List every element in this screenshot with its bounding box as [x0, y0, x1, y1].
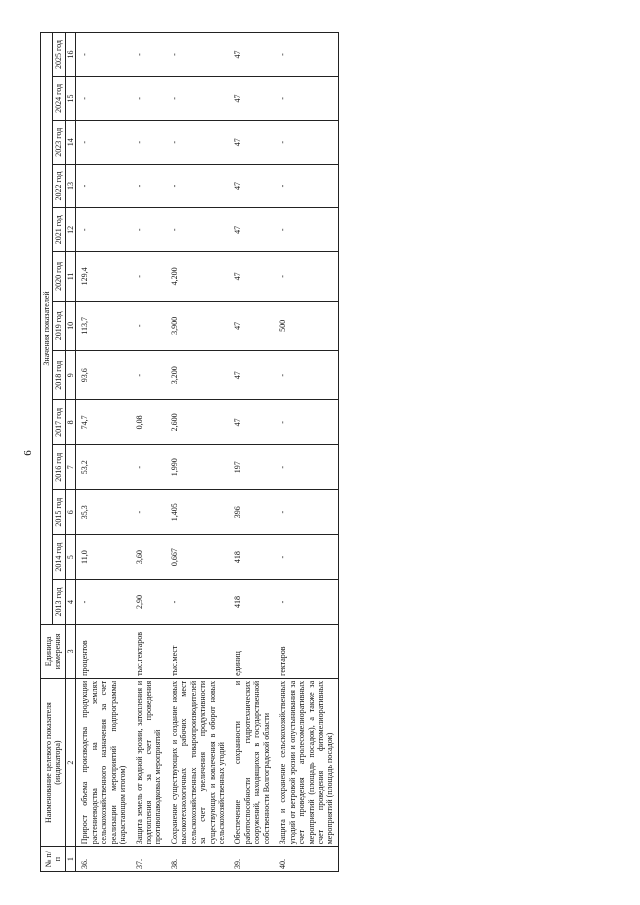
indicator-value: -: [274, 208, 338, 252]
row-number: 37.: [131, 847, 166, 872]
indicator-name: Прирост объема производства продукции растениеводства на землях сельскохозяйственного назначения за счет реализации мероприятий подпрограммы (нарастающим итогом): [76, 678, 131, 846]
indicator-value: 47: [229, 301, 274, 350]
column-number: 7: [65, 445, 75, 490]
indicator-value: -: [131, 77, 166, 121]
header-year: 2015 год: [53, 490, 65, 535]
unit-of-measure: гектаров: [274, 624, 338, 678]
table-row: [76, 33, 131, 872]
indicator-value: 129,4: [76, 252, 131, 301]
header-year: 2022 год: [53, 164, 65, 208]
unit-of-measure: процентов: [76, 624, 131, 678]
indicator-value: -: [76, 208, 131, 252]
unit-of-measure: тыс.гектаров: [131, 624, 166, 678]
indicator-value: 93,6: [76, 351, 131, 400]
header-year: 2020 год: [53, 252, 65, 301]
indicator-name: Защита и сохранение сельскохозяйственных угодий от ветровой эрозии и опустынивания за счет проведения агролесомелиоративных мероприятий (площадь посадок), а также за счет проведения фитомелиоративных мероприятий (площадь посадок): [274, 678, 338, 846]
indicator-value: 47: [229, 77, 274, 121]
column-number: 8: [65, 400, 75, 445]
column-number: 13: [65, 164, 75, 208]
column-number: 15: [65, 77, 75, 121]
indicator-value: 3,60: [131, 535, 166, 580]
indicator-value: 113,7: [76, 301, 131, 350]
column-number: 2: [65, 678, 75, 846]
indicator-value: 47: [229, 120, 274, 164]
row-number: 39.: [229, 847, 274, 872]
table-row: [131, 33, 166, 872]
indicator-value: -: [131, 252, 166, 301]
table-row: [229, 33, 274, 872]
indicator-value: -: [274, 252, 338, 301]
column-number: 10: [65, 301, 75, 350]
indicator-value: 47: [229, 351, 274, 400]
indicator-value: -: [166, 208, 230, 252]
column-number: 12: [65, 208, 75, 252]
table-row: [166, 33, 230, 872]
column-number: 4: [65, 580, 75, 625]
indicator-name: Сохранение существующих и создание новых высокотехнологичных рабочих мест сельскохозяйственных товаропроизводителей за счет увеличения продуктивности существующих и вовлечения в оборот новых сельскохозяйственных угодий: [166, 678, 230, 846]
indicator-value: -: [76, 77, 131, 121]
indicator-value: -: [274, 580, 338, 625]
column-number: 16: [65, 33, 75, 77]
indicator-value: 35,3: [76, 490, 131, 535]
header-row-top: [41, 33, 53, 872]
column-numbers-row: [65, 33, 75, 872]
indicator-value: -: [76, 120, 131, 164]
indicator-value: -: [131, 120, 166, 164]
indicator-value: -: [166, 580, 230, 625]
indicator-value: -: [131, 445, 166, 490]
indicator-value: 53,2: [76, 445, 131, 490]
indicator-value: 11,0: [76, 535, 131, 580]
header-unit: Единица измерения: [41, 624, 66, 678]
indicator-value: -: [131, 208, 166, 252]
header-name: Наименование целевого показателя (индикатора): [41, 678, 66, 846]
indicator-value: 74,7: [76, 400, 131, 445]
indicator-value: 197: [229, 445, 274, 490]
header-year: 2024 год: [53, 77, 65, 121]
indicator-value: -: [131, 164, 166, 208]
indicator-value: 0,08: [131, 400, 166, 445]
indicator-value: -: [166, 77, 230, 121]
indicator-value: -: [166, 164, 230, 208]
row-number: 38.: [166, 847, 230, 872]
column-number: 3: [65, 624, 75, 678]
indicator-value: 47: [229, 33, 274, 77]
indicator-value: -: [166, 120, 230, 164]
page-number: 6: [22, 450, 34, 456]
indicator-name: Защита земель от водной эрозии, затопления и подтопления за счет проведения противопаводковых мероприятий: [131, 678, 166, 846]
header-year: 2025 год: [53, 33, 65, 77]
column-number: 5: [65, 535, 75, 580]
indicator-value: -: [274, 490, 338, 535]
indicator-value: 500: [274, 301, 338, 350]
indicator-value: -: [274, 164, 338, 208]
indicator-value: -: [274, 120, 338, 164]
column-number: 9: [65, 351, 75, 400]
indicator-value: -: [131, 33, 166, 77]
header-year: 2019 год: [53, 301, 65, 350]
indicator-value: 418: [229, 535, 274, 580]
indicator-value: -: [274, 400, 338, 445]
table-body: [76, 33, 339, 872]
indicator-value: 3,900: [166, 301, 230, 350]
indicator-value: -: [274, 535, 338, 580]
indicator-name: Обеспечение сохранности и работоспособности гидротехнических сооружений, находящихся в государственной собственности Волгоградской области: [229, 678, 274, 846]
column-number: 14: [65, 120, 75, 164]
indicator-value: -: [274, 351, 338, 400]
column-number: 1: [65, 847, 75, 872]
indicator-value: -: [166, 33, 230, 77]
indicator-value: -: [76, 33, 131, 77]
row-number: 36.: [76, 847, 131, 872]
indicator-value: -: [131, 351, 166, 400]
indicator-value: -: [274, 33, 338, 77]
header-year: 2013 год: [53, 580, 65, 625]
indicator-value: 4,200: [166, 252, 230, 301]
indicator-value: 47: [229, 252, 274, 301]
indicator-value: 47: [229, 208, 274, 252]
header-year: 2021 год: [53, 208, 65, 252]
column-number: 6: [65, 490, 75, 535]
header-year: 2016 год: [53, 445, 65, 490]
header-num: № п/п: [41, 847, 66, 872]
table-row: [274, 33, 338, 872]
indicator-value: 47: [229, 400, 274, 445]
header-values-group: Значения показателей: [41, 33, 53, 625]
indicator-value: 418: [229, 580, 274, 625]
column-number: 11: [65, 252, 75, 301]
indicators-table: [40, 32, 339, 872]
unit-of-measure: тыс.мест: [166, 624, 230, 678]
indicator-value: 0,667: [166, 535, 230, 580]
indicator-value: -: [274, 445, 338, 490]
indicator-value: -: [76, 164, 131, 208]
indicator-value: -: [131, 301, 166, 350]
indicator-value: -: [76, 580, 131, 625]
indicator-value: 2,600: [166, 400, 230, 445]
indicator-value: 1,990: [166, 445, 230, 490]
header-year: 2014 год: [53, 535, 65, 580]
unit-of-measure: единиц: [229, 624, 274, 678]
indicator-value: 47: [229, 164, 274, 208]
header-year: 2018 год: [53, 351, 65, 400]
indicator-value: 1,405: [166, 490, 230, 535]
indicator-value: 3,200: [166, 351, 230, 400]
rotated-page-content: [40, 32, 600, 872]
indicator-value: -: [274, 77, 338, 121]
row-number: 40.: [274, 847, 338, 872]
header-year: 2017 год: [53, 400, 65, 445]
indicator-value: 396: [229, 490, 274, 535]
indicator-value: 2,90: [131, 580, 166, 625]
header-year: 2023 год: [53, 120, 65, 164]
indicator-value: -: [131, 490, 166, 535]
